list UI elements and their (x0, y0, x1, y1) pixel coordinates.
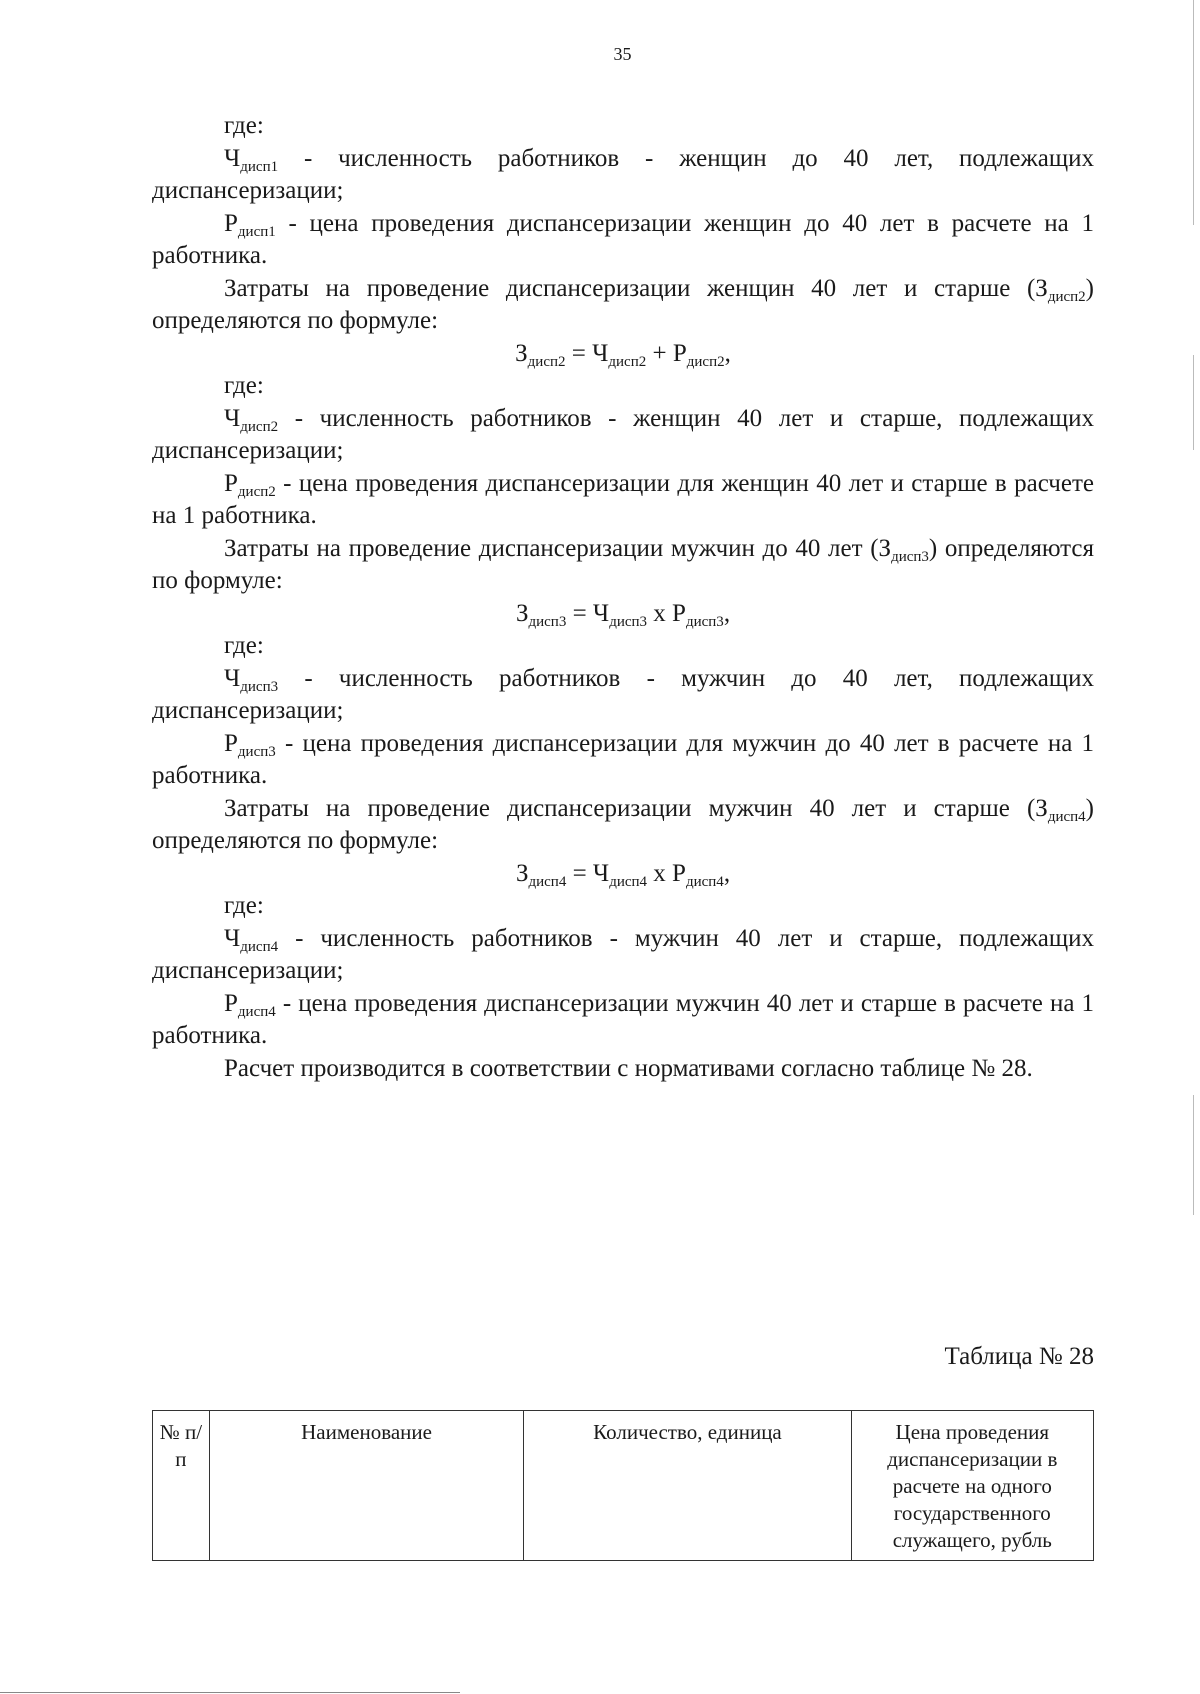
scan-edge-line (1193, 1095, 1194, 1215)
scan-edge-line (1193, 0, 1194, 225)
definition-ch3: $Ч_{дисп3}$ - численность работников - мужчин до 40 лет, подлежащих диспансеризации; (152, 664, 1094, 724)
formula-z4: $З_{дисп4} = Ч_{дисп4}$ х $Р_{дисп4}$, (515, 859, 731, 890)
definition-ch1: $Ч_{дисп1}$ - численность работников - женщин до 40 лет, подлежащих диспансеризации; (152, 144, 1094, 204)
intro-z2: Затраты на проведение диспансеризации женщин 40 лет и старше $(З_{дисп2})$ определяются по формуле: (152, 274, 1094, 334)
page-number: 35 (613, 44, 632, 64)
where-label: где: (224, 372, 264, 399)
footer-rule (0, 1692, 460, 1693)
where-label: где: (224, 112, 264, 139)
definition-p3: $Р_{дисп3}$ - цена проведения диспансеризации для мужчин до 40 лет в расчете на 1 работника. (152, 729, 1094, 789)
definition-p2: $Р_{дисп2}$ - цена проведения диспансеризации для женщин 40 лет и старше в расчете на 1 работника. (152, 469, 1094, 529)
document-body (152, 110, 1094, 1085)
definition-ch2: $Ч_{дисп2}$ - численность работников - женщин 40 лет и старше, подлежащих диспансеризации; (152, 404, 1094, 464)
header-price: Цена проведения диспансеризации в расчете на одного государственного служащего, рубль (851, 1411, 1093, 1561)
header-name: Наименование (209, 1411, 524, 1561)
definition-p4: $Р_{дисп4}$ - цена проведения диспансеризации мужчин 40 лет и старше в расчете на 1 работника. (152, 989, 1094, 1049)
header-quantity: Количество, единица (524, 1411, 851, 1561)
definition-ch4: $Ч_{дисп4}$ - численность работников - мужчин 40 лет и старше, подлежащих диспансеризации; (152, 924, 1094, 984)
calculation-note: Расчет производится в соответствии с нормативами согласно таблице № 28. (224, 1054, 1033, 1082)
where-label: где: (224, 632, 264, 659)
intro-z3: Затраты на проведение диспансеризации мужчин до 40 лет $(З_{дисп3})$ определяются по формуле: (152, 534, 1095, 594)
formula-z3: $З_{дисп3} = Ч_{дисп3}$ х $Р_{дисп3}$, (515, 599, 731, 630)
definition-p1: $Р_{дисп1}$ - цена проведения диспансеризации женщин до 40 лет в расчете на 1 работника. (152, 209, 1094, 269)
formula-z2: $З_{дисп2} = Ч_{дисп2} + Р_{дисп2}$, (515, 339, 731, 370)
scan-edge-line (1193, 355, 1194, 450)
table-header-row (153, 1411, 1094, 1561)
where-label: где: (224, 892, 264, 919)
norms-table (152, 1410, 1094, 1561)
intro-z4: Затраты на проведение диспансеризации мужчин 40 лет и старше $(З_{дисп4})$ определяются по формуле: (152, 794, 1094, 854)
header-number: № п/п (153, 1411, 210, 1561)
table-caption: Таблица № 28 (944, 1343, 1094, 1370)
